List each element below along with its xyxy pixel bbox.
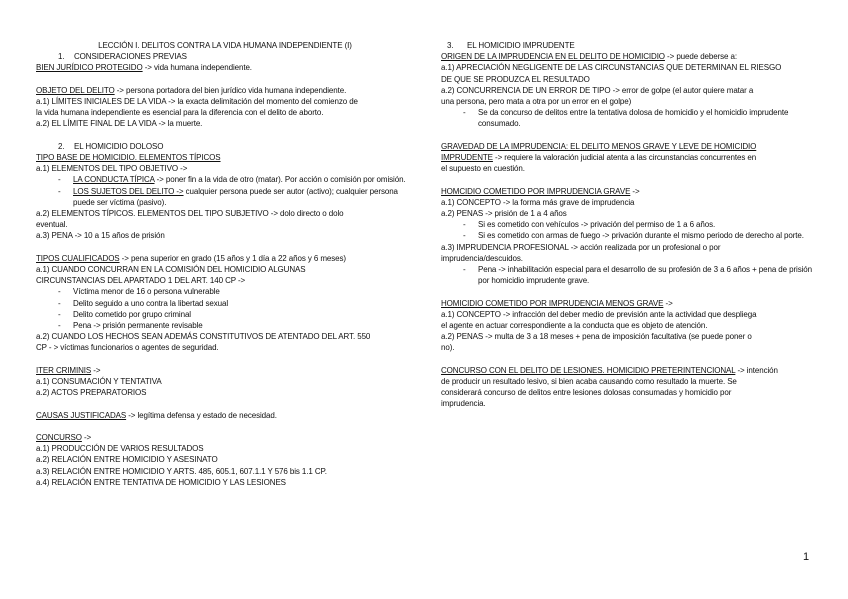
text-line: CIRCUNSTANCIAS DEL APARTADO 1 DEL ART. 140 CP -> bbox=[36, 276, 246, 286]
text-line: CP - > víctimas funcionarios o agentes de seguridad. bbox=[36, 343, 219, 353]
section-title: CONSIDERACIONES PREVIAS bbox=[74, 52, 187, 62]
text-line: de producir un resultado lesivo, si bien acaba causando como resultado la muerte. Se bbox=[441, 377, 737, 387]
bullet-item bbox=[36, 186, 414, 208]
gravedad-heading: GRAVEDAD DE LA IMPRUDENCIA: EL DELITO MENOS GRAVE Y LEVE DE HOMICIDIO bbox=[441, 141, 757, 151]
text-line: a.3) IMPRUDENCIA PROFESIONAL -> acción realizada por un profesional o por bbox=[441, 242, 721, 252]
subsection-heading: TIPO BASE DE HOMICIDIO. ELEMENTOS TÍPICOS bbox=[36, 153, 221, 162]
term-label: LA CONDUCTA TÍPICA bbox=[73, 175, 155, 185]
term-label: OBJETO DEL DELITO bbox=[36, 85, 115, 95]
iter-criminis bbox=[36, 365, 414, 376]
text-line: a.3) PENA -> 10 a 15 años de prisión bbox=[36, 231, 165, 241]
section-number: 2. bbox=[58, 141, 65, 151]
section-heading-3 bbox=[441, 40, 813, 51]
text-line: a.1) CONCEPTO -> la forma más grave de imprudencia bbox=[441, 197, 635, 207]
section-number: 1. bbox=[58, 52, 65, 62]
right-column bbox=[441, 40, 813, 410]
text-line: a.1) CONCEPTO -> infracción del deber medio de previsión ante la actividad que despliega bbox=[441, 309, 757, 319]
lesson-title: LECCIÓN I. DELITOS CONTRA LA VIDA HUMANA INDEPENDIENTE (I) bbox=[98, 41, 352, 50]
text-line: a.1) PRODUCCIÓN DE VARIOS RESULTADOS bbox=[36, 444, 204, 454]
origen-imprudencia bbox=[441, 51, 813, 62]
term-label: HOMCIDIO COMETIDO POR IMPRUDENCIA GRAVE bbox=[441, 186, 631, 196]
imprudencia-menos-grave-heading bbox=[441, 298, 813, 309]
bullet-item: - Pena -> inhabilitación especial para el desarrollo de su profesión de 3 a 6 años + pena de prisión por homicidio imprudente grave. bbox=[441, 264, 813, 286]
text-line: imprudencia. bbox=[441, 399, 486, 409]
term-text: -> vida humana independiente. bbox=[142, 63, 252, 73]
text-line: a.2) ELEMENTOS TÍPICOS. ELEMENTOS DEL TIPO SUBJETIVO -> dolo directo o dolo bbox=[36, 209, 344, 219]
text-line: el agente en actuar correspondiente a la conducta que es objeto de atención. bbox=[441, 321, 708, 331]
term-label: LOS SUJETOS DEL DELITO -> bbox=[73, 186, 184, 196]
text-line: a.1) LÍMITES INICIALES DE LA VIDA -> la exacta delimitación del momento del comienzo de bbox=[36, 97, 358, 106]
concurso-lesiones bbox=[441, 365, 813, 376]
term-label: CONCURSO bbox=[36, 433, 82, 443]
term-text: -> poner fin a la vida de otro (matar). Por acción o comisión por omisión. bbox=[154, 175, 406, 185]
term-label: BIEN JURÍDICO PROTEGIDO bbox=[36, 63, 143, 73]
term-label: ORIGEN DE LA IMPRUDENCIA EN EL DELITO DE HOMICIDIO bbox=[441, 52, 665, 62]
term-text: -> bbox=[663, 298, 673, 308]
text-line: a.2) ACTOS PREPARATORIOS bbox=[36, 388, 147, 398]
text-line: a.1) CONSUMACIÓN Y TENTATIVA bbox=[36, 377, 162, 387]
bullet-item: - Delito seguido a uno contra la libertad sexual bbox=[36, 298, 414, 309]
term-text: -> persona portadora del bien jurídico vida humana independiente. bbox=[114, 85, 347, 95]
term-label: IMPRUDENTE bbox=[441, 153, 493, 163]
text-line: a.1) APRECIACIÓN NEGLIGENTE DE LAS CIRCUNSTANCIAS QUE DETERMINAN EL RIESGO bbox=[441, 63, 782, 73]
text-line: la vida humana independiente es esencial para la diferencia con el delito de aborto. bbox=[36, 108, 324, 118]
imprudencia-grave-heading bbox=[441, 186, 813, 197]
text-line: DE QUE SE PRODUZCA EL RESULTADO bbox=[441, 74, 590, 84]
term-text: -> bbox=[91, 365, 101, 375]
causas-justificadas bbox=[36, 410, 414, 421]
text-line: a.2) RELACIÓN ENTRE HOMICIDIO Y ASESINATO bbox=[36, 455, 218, 465]
term-text: -> bbox=[81, 433, 92, 443]
term-text: -> legítima defensa y estado de necesidad. bbox=[126, 410, 277, 420]
term-text: -> pena superior en grado (15 años y 1 día a 22 años y 6 meses) bbox=[119, 253, 346, 263]
text-line: imprudencia/descuidos. bbox=[441, 253, 523, 263]
bullet-item: - Víctima menor de 16 o persona vulnerable bbox=[36, 286, 414, 297]
section-title: EL HOMICIDIO IMPRUDENTE bbox=[467, 41, 575, 50]
tipos-cualificados bbox=[36, 253, 414, 264]
section-title: EL HOMICIDIO DOLOSO bbox=[74, 141, 164, 151]
text-line: considerará concurso de delitos entre lesiones dolosas consumadas y homicidio por bbox=[441, 388, 732, 398]
term-label: ITER CRIMINIS bbox=[36, 365, 92, 375]
bullet-item bbox=[36, 174, 414, 185]
term-label: TIPOS CUALIFICADOS bbox=[36, 253, 120, 263]
text-line: a.2) CONCURRENCIA DE UN ERROR DE TIPO -> error de golpe (el autor quiere matar a bbox=[441, 85, 754, 95]
section-number: 3. bbox=[447, 41, 454, 50]
term-label: HOMICIDIO COMETIDO POR IMPRUDENCIA MENOS GRAVE bbox=[441, 298, 664, 308]
bullet-item: - Si es cometido con vehículos -> privación del permiso de 1 a 6 años. bbox=[441, 219, 813, 230]
term-label: CAUSAS JUSTIFICADAS bbox=[36, 410, 127, 420]
objeto-delito bbox=[36, 85, 414, 96]
bullet-item: - Delito cometido por grupo criminal bbox=[36, 309, 414, 320]
text-line: a.2) PENAS -> multa de 3 a 18 meses + pena de imposición facultativa (se puede poner o bbox=[441, 332, 752, 342]
term-text: -> intención bbox=[735, 365, 778, 375]
page-number: 1 bbox=[803, 551, 810, 563]
text-line: a.1) CUANDO CONCURRAN EN LA COMISIÓN DEL HOMICIDIO ALGUNAS bbox=[36, 265, 306, 275]
section-heading-1 bbox=[36, 51, 414, 62]
concurso bbox=[36, 432, 414, 443]
text-line: el supuesto en cuestión. bbox=[441, 164, 525, 174]
text-line: eventual. bbox=[36, 220, 68, 230]
text-line: no). bbox=[441, 343, 455, 353]
text-line: a.2) CUANDO LOS HECHOS SEAN ADEMÁS CONSTITUTIVOS DE ATENTADO DEL ART. 550 bbox=[36, 332, 371, 342]
section-heading-2 bbox=[36, 141, 414, 152]
term-text: -> requiere la valoración judicial atenta a las circunstancias concurrentes en bbox=[492, 153, 757, 163]
text-line: una persona, pero mata a otra por un error en el golpe) bbox=[441, 97, 632, 107]
text-line: a.2) EL LÍMITE FINAL DE LA VIDA -> la muerte. bbox=[36, 119, 203, 129]
bullet-item: - Si es cometido con armas de fuego -> privación durante el mismo periodo de derecho al porte. bbox=[441, 230, 813, 241]
bullet-item: - Se da concurso de delitos entre la tentativa dolosa de homicidio y el homicidio imprudente consumado. bbox=[441, 107, 813, 129]
text-line: a.2) PENAS -> prisión de 1 a 4 años bbox=[441, 209, 567, 219]
term-text: -> bbox=[630, 186, 640, 196]
term-label: CONCURSO CON EL DELITO DE LESIONES. HOMICIDIO PRETERINTENCIONAL bbox=[441, 365, 736, 375]
bien-juridico bbox=[36, 62, 414, 73]
term-text: -> puede deberse a: bbox=[664, 52, 737, 62]
gravedad-text bbox=[441, 152, 813, 163]
term-text: cualquier persona puede ser autor (activo); cualquier persona puede ser víctima (pasivo). bbox=[73, 186, 398, 207]
text-line: a.3) RELACIÓN ENTRE HOMICIDIO Y ARTS. 485, 605.1, 607.1.1 Y 576 bis 1.1 CP. bbox=[36, 466, 327, 476]
left-column bbox=[36, 40, 414, 488]
text-line: a.4) RELACIÓN ENTRE TENTATIVA DE HOMICIDIO Y LAS LESIONES bbox=[36, 477, 286, 487]
text-line: a.1) ELEMENTOS DEL TIPO OBJETIVO -> bbox=[36, 164, 188, 174]
bullet-item: - Pena -> prisión permanente revisable bbox=[36, 320, 414, 331]
